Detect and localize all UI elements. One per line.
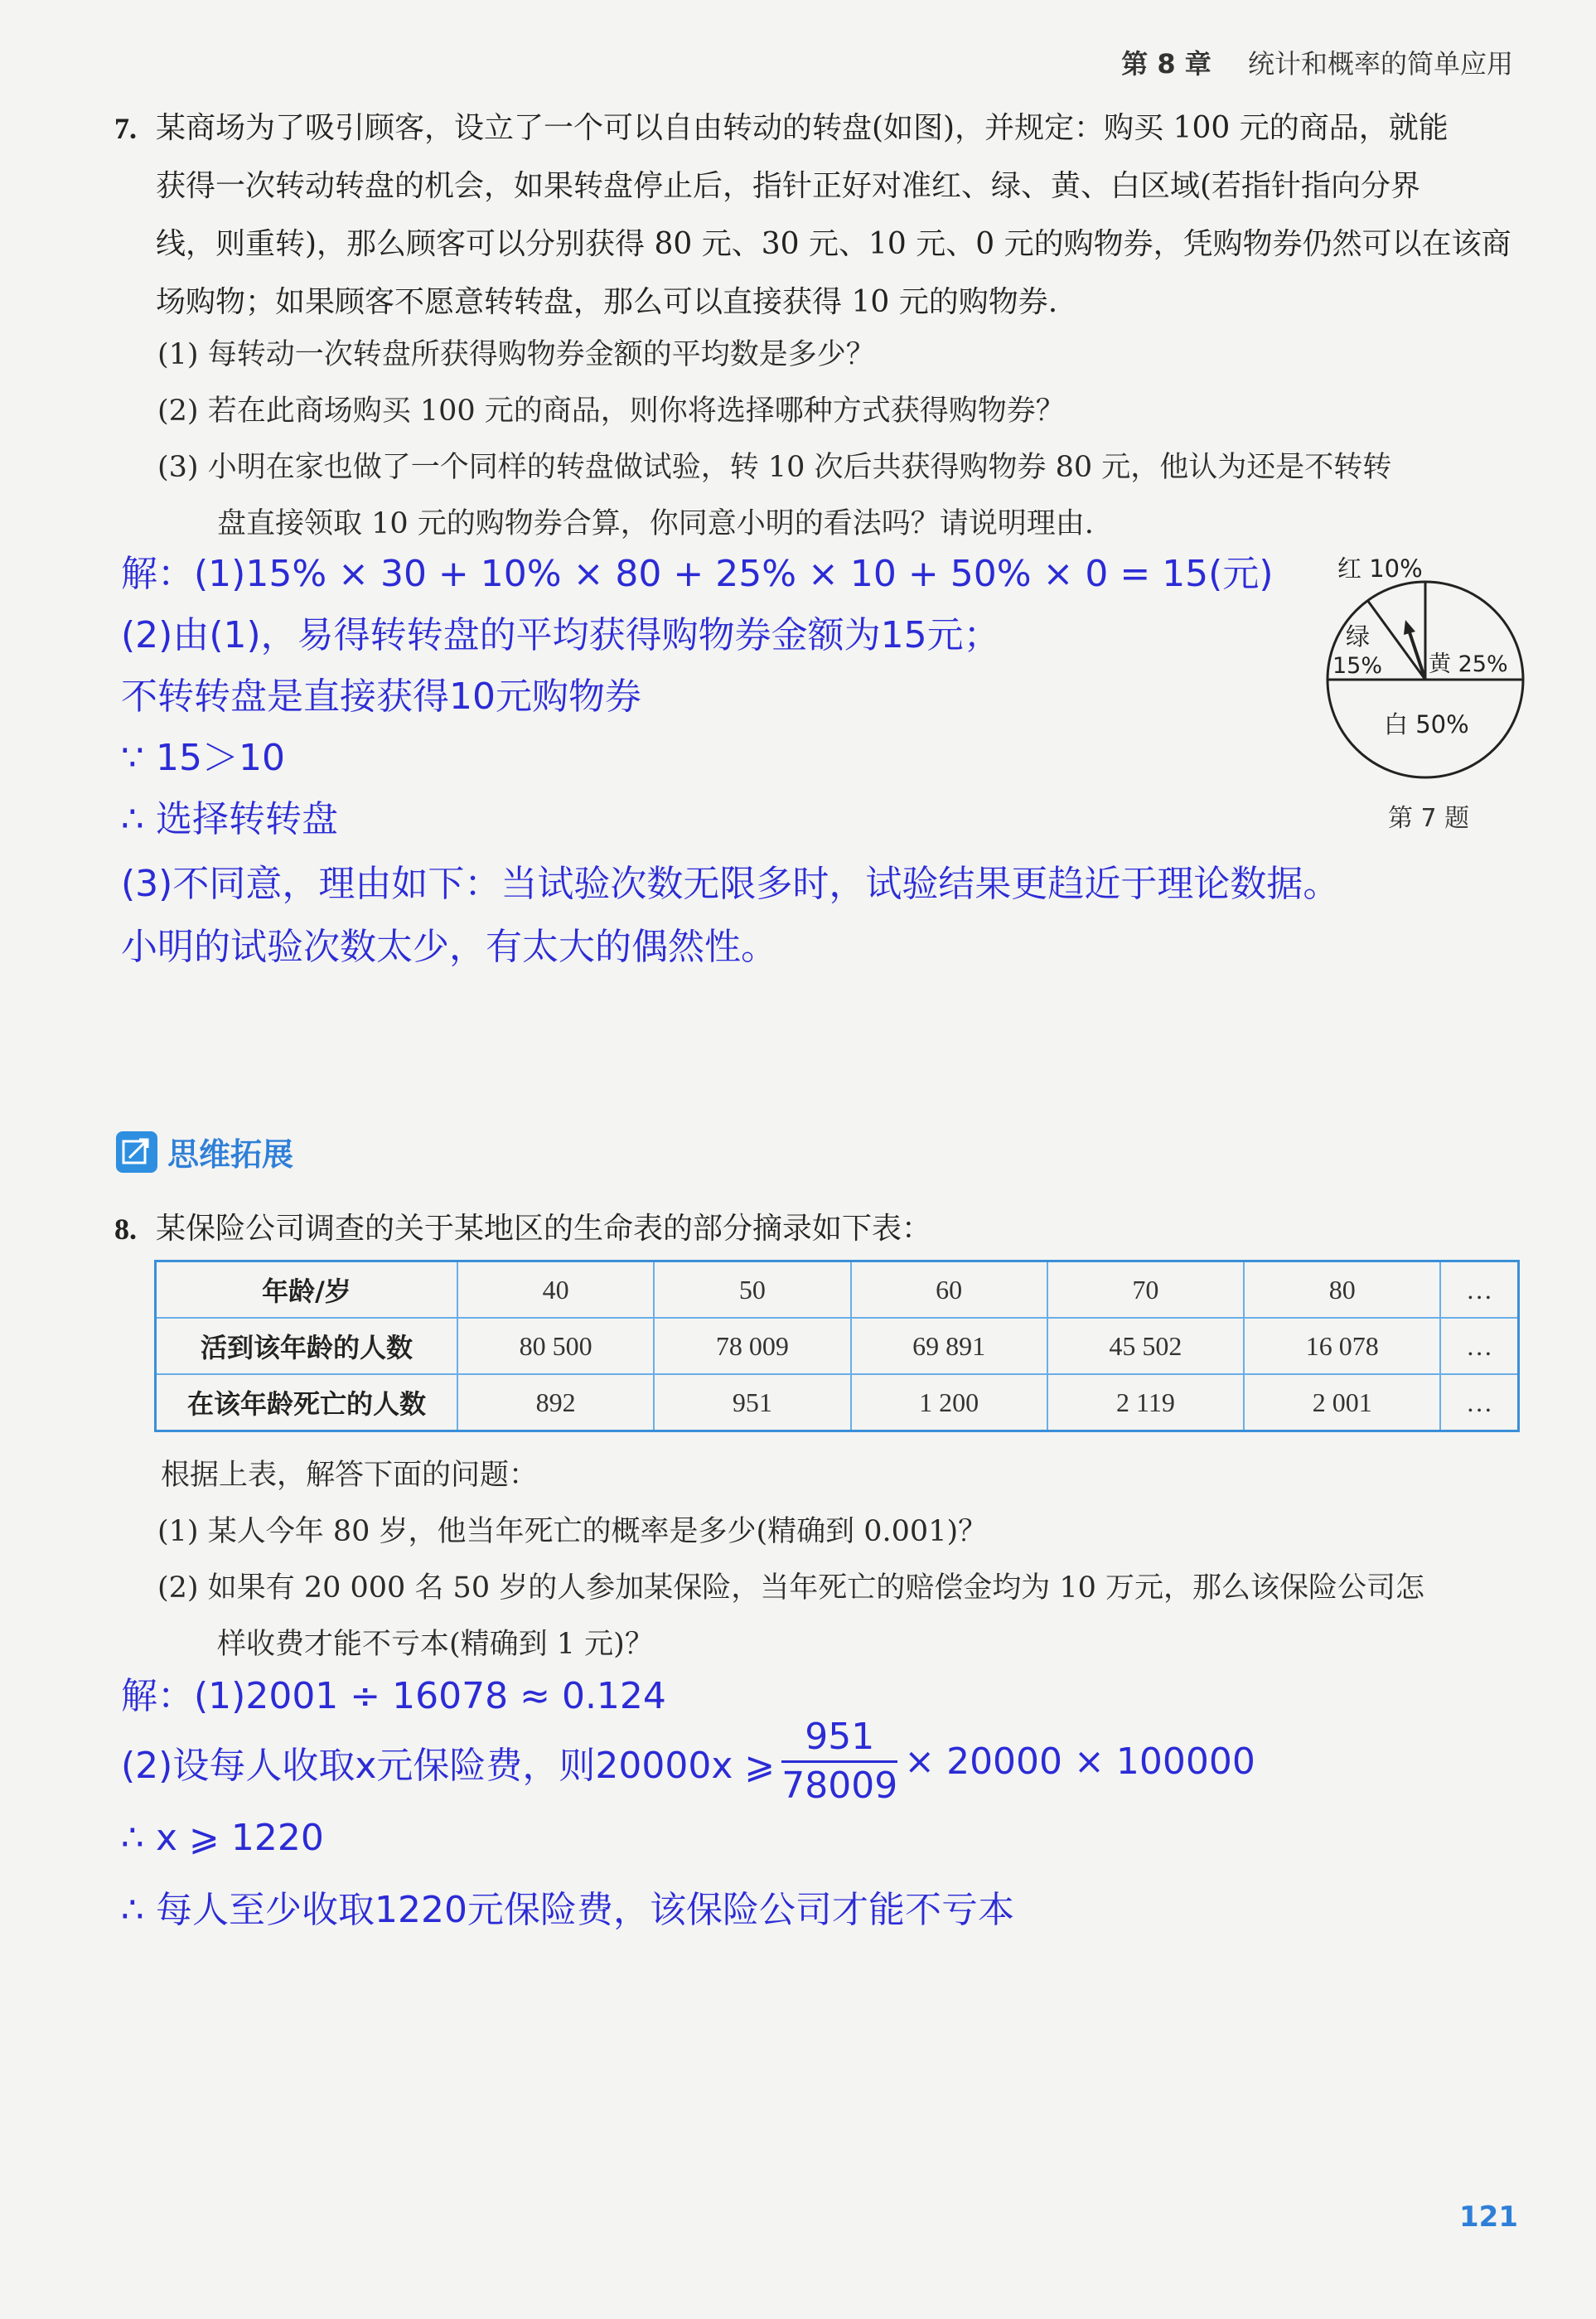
page-header bbox=[1121, 43, 1513, 81]
sub-question: (3) 小明在家也做了一个同样的转盘做试验，转 10 次后共获得购物券 80 元，他认为还是不转转 bbox=[157, 451, 1392, 484]
table-cell: … bbox=[1440, 1261, 1518, 1319]
fraction bbox=[781, 1714, 897, 1809]
page-number: 121 bbox=[1459, 2200, 1518, 2234]
fraction-numerator: 951 bbox=[781, 1714, 897, 1763]
answer-line: ∴ x ⩾ 1220 bbox=[121, 1817, 324, 1859]
label-yellow: 黄 25% bbox=[1429, 651, 1508, 677]
table-cell: 2 001 bbox=[1244, 1374, 1440, 1431]
sub-question: 盘直接领取 10 元的购物券合算，你同意小明的看法吗？请说明理由. bbox=[217, 507, 1094, 540]
question-text-line: 场购物；如果顾客不愿意转转盘，那么可以直接获得 10 元的购物券. bbox=[156, 285, 1058, 319]
answer-text: (2)设每人收取x元保险费，则20000x ⩾ bbox=[121, 1744, 776, 1787]
row-header: 活到该年龄的人数 bbox=[156, 1318, 458, 1374]
table-row bbox=[156, 1318, 1519, 1374]
label-white: 白 50% bbox=[1384, 710, 1469, 738]
table-cell: 16 078 bbox=[1244, 1318, 1440, 1374]
section-heading bbox=[116, 1129, 293, 1174]
answer-line: ∴ 选择转转盘 bbox=[121, 798, 338, 840]
sub-question: (1) 每转动一次转盘所获得购物券金额的平均数是多少？ bbox=[157, 338, 875, 371]
answer-line-fraction bbox=[121, 1714, 1255, 1809]
table-cell: 50 bbox=[654, 1261, 850, 1319]
sub-question: 样收费才能不亏本(精确到 1 元)？ bbox=[217, 1628, 654, 1661]
chapter-title: 统计和概率的简单应用 bbox=[1247, 48, 1513, 80]
question-text-line: 某保险公司调查的关于某地区的生命表的部分摘录如下表： bbox=[156, 1212, 932, 1246]
spinner-pointer bbox=[1409, 630, 1425, 680]
fraction-denominator: 78009 bbox=[781, 1765, 898, 1807]
life-table bbox=[154, 1260, 1520, 1432]
sub-question: (1) 某人今年 80 岁，他当年死亡的概率是多少(精确到 0.001)？ bbox=[157, 1515, 988, 1548]
pointer-arrowhead bbox=[1404, 620, 1415, 635]
table-cell: 70 bbox=[1047, 1261, 1244, 1319]
table-cell: 78 009 bbox=[654, 1318, 850, 1374]
answer-line: 解：(1)2001 ÷ 16078 ≈ 0.124 bbox=[121, 1675, 666, 1717]
label-red: 红 10% bbox=[1337, 554, 1423, 583]
section-icon bbox=[116, 1131, 157, 1173]
label-green: 绿 bbox=[1346, 622, 1371, 651]
question-text-line: 线，则重转)，那么顾客可以分别获得 80 元、30 元、10 元、0 元的购物券，凭购物券仍然可以在该商 bbox=[156, 227, 1511, 261]
figure-caption: 第 7 题 bbox=[1388, 804, 1470, 833]
question-number: 8. bbox=[114, 1213, 137, 1246]
table-cell: 80 500 bbox=[457, 1318, 654, 1374]
table-cell: … bbox=[1440, 1374, 1518, 1431]
table-cell: … bbox=[1440, 1318, 1518, 1374]
row-header: 在该年龄死亡的人数 bbox=[156, 1374, 458, 1431]
section-title: 思维拓展 bbox=[167, 1136, 294, 1173]
answer-line: 小明的试验次数太少，有太大的偶然性。 bbox=[121, 926, 777, 968]
table-cell: 80 bbox=[1244, 1261, 1440, 1319]
question-text-line: 获得一次转动转盘的机会，如果转盘停止后，指针正好对准红、绿、黄、白区域(若指针指向分界 bbox=[156, 169, 1421, 203]
table-intro: 根据上表，解答下面的问题： bbox=[161, 1459, 539, 1492]
row-header: 年龄/岁 bbox=[156, 1261, 458, 1319]
table-row bbox=[156, 1374, 1519, 1431]
answer-line: ∴ 每人至少收取1220元保险费，该保险公司才能不亏本 bbox=[121, 1889, 1014, 1931]
answer-line: (3)不同意，理由如下：当试验次数无限多时，试验结果更趋近于理论数据。 bbox=[121, 863, 1340, 905]
table-row bbox=[156, 1261, 1519, 1319]
chapter-label: 第 8 章 bbox=[1121, 48, 1212, 80]
table-cell: 60 bbox=[851, 1261, 1047, 1319]
table-cell: 40 bbox=[457, 1261, 654, 1319]
sub-question: (2) 如果有 20 000 名 50 岁的人参加某保险，当年死亡的赔偿金均为 10 万元，那么该保险公司怎 bbox=[157, 1571, 1424, 1605]
table-cell: 892 bbox=[457, 1374, 654, 1431]
answer-line: (2)由(1)，易得转转盘的平均获得购物券金额为15元； bbox=[121, 614, 1000, 656]
answer-line: ∵ 15＞10 bbox=[121, 737, 285, 779]
label-green-percent: 15% bbox=[1332, 653, 1383, 679]
table-cell: 951 bbox=[654, 1374, 850, 1431]
table-cell: 45 502 bbox=[1047, 1318, 1244, 1374]
question-number: 7. bbox=[114, 112, 137, 145]
table-cell: 2 119 bbox=[1047, 1374, 1244, 1431]
sub-question: (2) 若在此商场购买 100 元的商品，则你将选择哪种方式获得购物券？ bbox=[157, 395, 1065, 428]
answer-line: 不转转盘是直接获得10元购物券 bbox=[121, 675, 641, 718]
spinner-diagram bbox=[1318, 547, 1541, 796]
answer-text: × 20000 × 100000 bbox=[904, 1740, 1255, 1783]
question-text-line: 某商场为了吸引顾客，设立了一个可以自由转动的转盘(如图)，并规定：购买 100 元的商品，就能 bbox=[156, 111, 1448, 145]
table-cell: 69 891 bbox=[851, 1318, 1047, 1374]
table-cell: 1 200 bbox=[851, 1374, 1047, 1431]
answer-line: 解：(1)15% × 30 + 10% × 80 + 25% × 10 + 50% × 0 = 15(元) bbox=[121, 553, 1274, 595]
